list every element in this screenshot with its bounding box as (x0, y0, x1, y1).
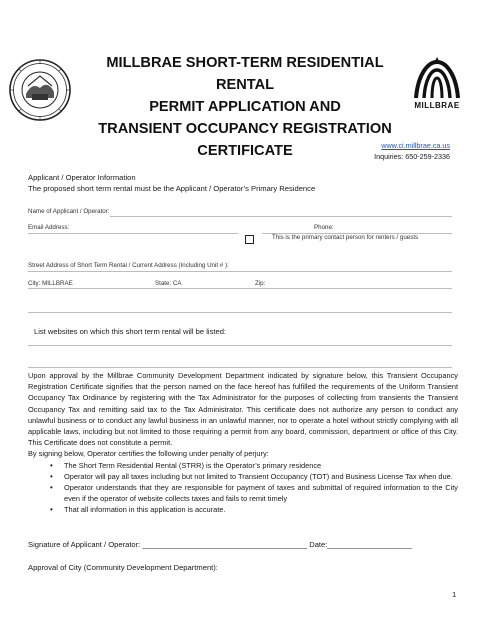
contact-info (374, 140, 450, 162)
name-label: Name of Applicant / Operator: (28, 208, 110, 215)
city-label: City: MILLBRAE (28, 280, 73, 287)
section-heading: Applicant / Operator Information (28, 173, 136, 182)
websites-label: List websites on which this short term rental will be listed: (34, 327, 227, 336)
certification-list (50, 460, 458, 516)
certificate-terms (28, 370, 458, 516)
title-line-2: PERMIT APPLICATION AND (149, 99, 341, 115)
city-state-zip-line[interactable] (28, 288, 452, 289)
list-item: • That all information in this application is accurate. (50, 504, 458, 515)
zip-label: Zip: (255, 280, 266, 287)
state-label: State: CA (155, 280, 182, 287)
city-seal-icon (8, 58, 72, 122)
millbrae-logo (404, 54, 470, 114)
title-line-3: TRANSIENT OCCUPANCY REGISTRATION (98, 121, 392, 137)
page-number: 1 (452, 590, 457, 599)
perjury-statement: By signing below, Operator certifies the following under penalty of perjury: (28, 449, 269, 459)
blank-line-1 (28, 312, 452, 313)
signature-line[interactable]: Signature of Applicant / Operator: _______________________________________ Date:____________________ (28, 540, 412, 549)
applicant-section-intro (28, 172, 315, 194)
title-line-1: MILLBRAE SHORT-TERM RESIDENTIAL RENTAL (106, 55, 384, 93)
logo-wordmark: MILLBRAE (414, 101, 460, 110)
websites-input-line-1[interactable] (28, 345, 452, 346)
city-approval-label: Approval of City (Community Development Department): (28, 563, 218, 572)
list-item: • Operator understands that they are responsible for payment of taxes and submittal of required information to the City even if the operator of website collects taxes and fails to remit timely (50, 482, 458, 504)
list-item: • The Short Term Residential Rental (STRR) is the Operator’s primary residence (50, 460, 458, 471)
title-line-4: CERTIFICATE (197, 143, 293, 159)
address-label: Street Address of Short Term Rental / Current Address (Including Unit # ): (28, 262, 229, 269)
email-input-line[interactable] (28, 233, 238, 234)
document-title (78, 52, 412, 162)
primary-residence-prefix: The proposed short term rental must be the Applicant / Operator’s (28, 184, 252, 193)
inquiries-phone: Inquiries: 650-259-2336 (374, 152, 450, 161)
primary-residence-emphasis: Primary Residence (251, 184, 316, 193)
list-item: • Operator will pay all taxes including but not limited to Transient Occupancy (TOT) and Business License Tax when due. (50, 471, 458, 482)
name-input-line[interactable] (110, 216, 452, 217)
millbrae-logo-mark-icon (412, 54, 462, 100)
phone-note: This is the primary contact person for renters / guests (272, 234, 419, 241)
phone-label: Phone: (314, 224, 334, 231)
website-link[interactable]: www.ci.millbrae.ca.us (381, 141, 450, 150)
primary-residence-note (28, 183, 315, 194)
address-input-line[interactable] (28, 271, 452, 272)
primary-contact-checkbox[interactable] (245, 235, 254, 244)
terms-paragraph: Upon approval by the Millbrae Community Development Department indicated by signature below, this Transient Occupancy Registration Certificate signifies that the person named on the face hereof has fulfilled the requirements of the Uniform Transient Occupancy Tax Ordinance by registering with the Tax Administrator for the purposes of collecting from transients the Transient Occupancy Tax and remitting said tax to the Tax Administrator. This certificate does not authorize any person to conduct any unlawful business or to conduct any lawful business in an unlawful manner, nor to operate a hotel without strictly complying with all applicable laws, including but not limited to those requiring a permit from any board, commission, department or office of this City. This Certificate does not constitute a permit. (28, 371, 458, 448)
email-label: Email Address: (28, 224, 70, 231)
websites-input-line-2[interactable] (28, 367, 452, 368)
